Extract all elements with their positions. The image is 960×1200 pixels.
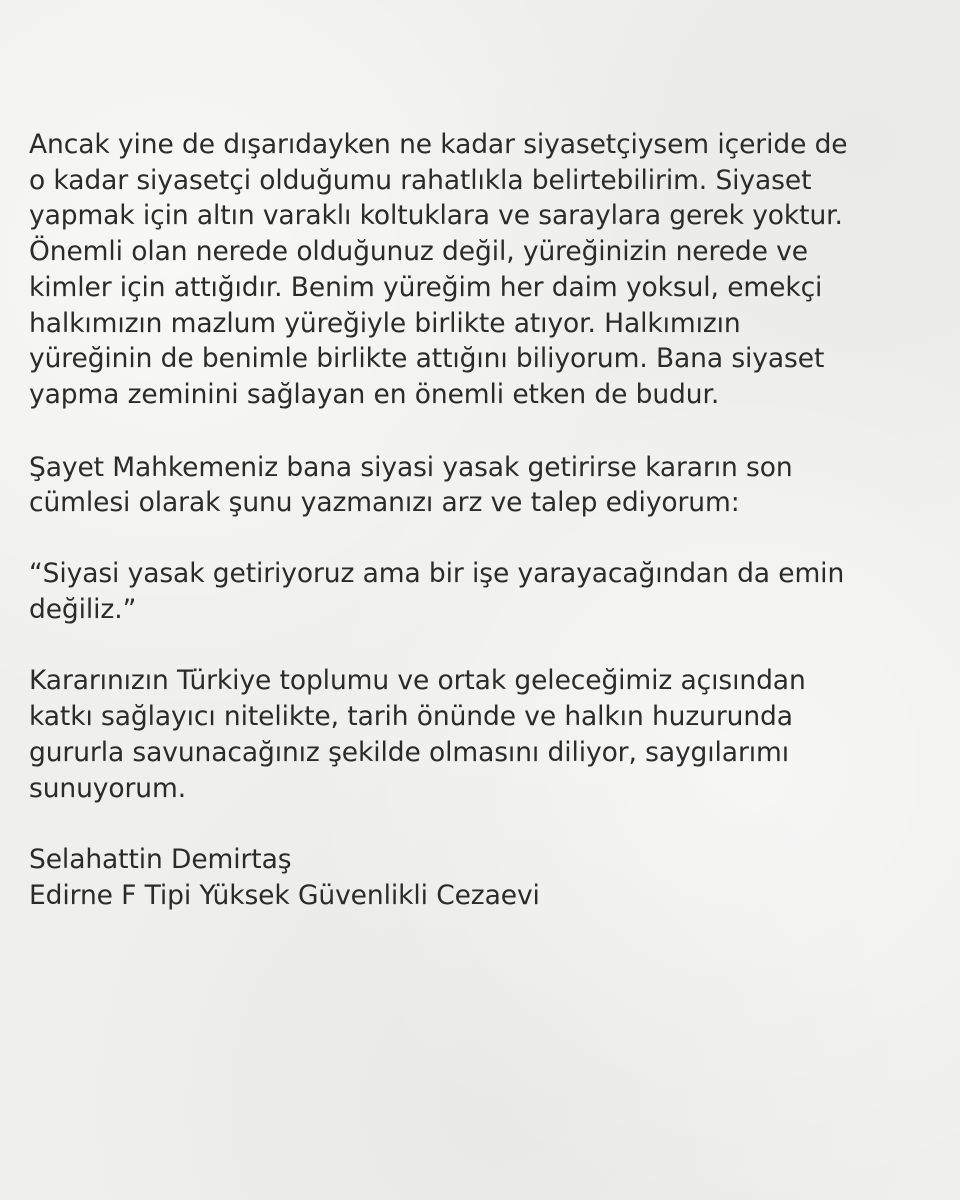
text-line: Kararınızın Türkiye toplumu ve ortak geleceğimiz açısından: [29, 665, 806, 697]
text-line: katkı sağlayıcı nitelikte, tarih önünde ve halkın huzurunda: [29, 701, 793, 733]
text-line: değiliz.”: [29, 593, 137, 625]
text-line: yapmak için altın varaklı koltuklara ve saraylara gerek yoktur.: [29, 200, 843, 232]
text-line: sunuyorum.: [29, 772, 187, 804]
signature-block: [29, 842, 920, 913]
text-line: “Siyasi yasak getiriyoruz ama bir işe yarayacağından da emin: [29, 558, 845, 590]
text-line: Önemli olan nerede olduğunuz değil, yüreğinizin nerede ve: [29, 236, 808, 268]
text-line: Şayet Mahkemeniz bana siyasi yasak getirirse kararın son: [29, 451, 793, 483]
paragraph-politics: [29, 127, 920, 413]
text-line: halkımızın mazlum yüreğiyle birlikte atıyor. Halkımızın: [29, 307, 741, 339]
signature-name: Selahattin Demirtaş: [29, 844, 292, 876]
paragraph-closing: [29, 663, 920, 806]
text-line: o kadar siyasetçi olduğumu rahatlıkla belirtebilirim. Siyaset: [29, 164, 812, 196]
text-line: Ancak yine de dışarıdayken ne kadar siyasetçiysem içeride de: [29, 129, 848, 160]
text-line: cümlesi olarak şunu yazmanızı arz ve talep ediyorum:: [29, 487, 740, 519]
text-line: gururla savunacağınız şekilde olmasını diliyor, saygılarımı: [29, 736, 789, 768]
text-line: yüreğinin de benimle birlikte attığını biliyorum. Bana siyaset: [29, 343, 825, 375]
text-line: yapma zeminini sağlayan en önemli etken de budur.: [29, 378, 720, 410]
text-line: kimler için attığıdır. Benim yüreğim her daim yoksul, emekçi: [29, 271, 823, 303]
paragraph-quote: [29, 556, 920, 627]
paragraph-request: [29, 450, 920, 521]
signature-location: Edirne F Tipi Yüksek Güvenlikli Cezaevi: [29, 879, 540, 911]
